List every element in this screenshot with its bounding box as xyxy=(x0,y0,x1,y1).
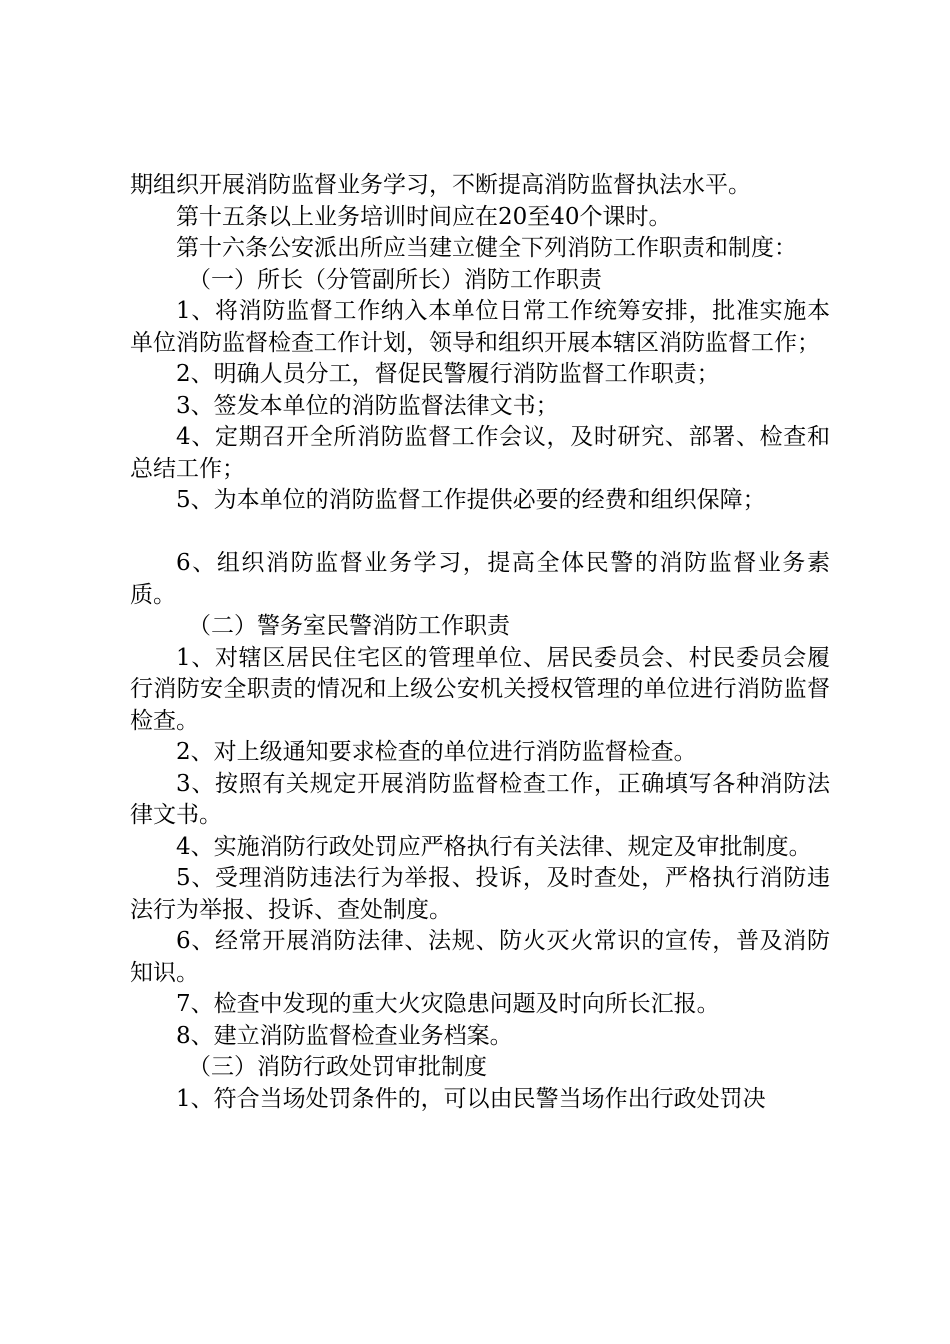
list-item: 4、实施消防行政处罚应严格执行有关法律、规定及审批制度。 xyxy=(176,833,812,860)
article-16: 第十六条公安派出所应当建立健全下列消防工作职责和制度： xyxy=(176,235,797,261)
list-item: 5、受理消防违法行为举报、投诉，及时查处，严格执行消防违法行为举报、投诉、查处制度。 xyxy=(130,865,830,923)
section-heading-3: （三）消防行政处罚审批制度 xyxy=(188,1054,487,1080)
list-item: 5、为本单位的消防监督工作提供必要的经费和组织保障； xyxy=(176,487,766,513)
list-item: 6、组织消防监督业务学习，提高全体民警的消防监督业务素质。 xyxy=(130,550,830,608)
document-page xyxy=(130,170,830,1115)
list-item: 1、将消防监督工作纳入本单位日常工作统筹安排，批准实施本单位消防监督检查工作计划，领导和组织开展本辖区消防监督工作； xyxy=(130,298,830,356)
blank-line xyxy=(130,517,830,549)
list-item: 1、符合当场处罚条件的，可以由民警当场作出行政处罚决 xyxy=(176,1085,766,1112)
list-item: 2、明确人员分工，督促民警履行消防监督工作职责； xyxy=(176,361,720,387)
list-item: 8、建立消防监督检查业务档案。 xyxy=(176,1022,513,1049)
paragraph-continuation: 期组织开展消防监督业务学习，不断提高消防监督执法水平。 xyxy=(130,172,751,198)
section-heading-1: （一）所长（分管副所长）消防工作职责 xyxy=(188,266,602,293)
list-item: 3、签发本单位的消防监督法律文书； xyxy=(176,392,559,419)
list-item: 2、对上级通知要求检查的单位进行消防监督检查。 xyxy=(176,739,697,765)
list-item: 4、定期召开全所消防监督工作会议，及时研究、部署、检查和总结工作； xyxy=(130,424,830,482)
list-item: 7、检查中发现的重大火灾隐患问题及时向所长汇报。 xyxy=(176,991,720,1017)
section-heading-2: （二）警务室民警消防工作职责 xyxy=(188,613,510,639)
list-item: 3、按照有关规定开展消防监督检查工作，正确填写各种消防法律文书。 xyxy=(130,770,830,828)
article-15: 第十五条以上业务培训时间应在20至40个课时。 xyxy=(176,203,672,230)
list-item: 6、经常开展消防法律、法规、防火灭火常识的宣传，普及消防知识。 xyxy=(130,928,830,986)
list-item: 1、对辖区居民住宅区的管理单位、居民委员会、村民委员会履行消防安全职责的情况和上级公安机关授权管理的单位进行消防监督检查。 xyxy=(130,644,830,734)
